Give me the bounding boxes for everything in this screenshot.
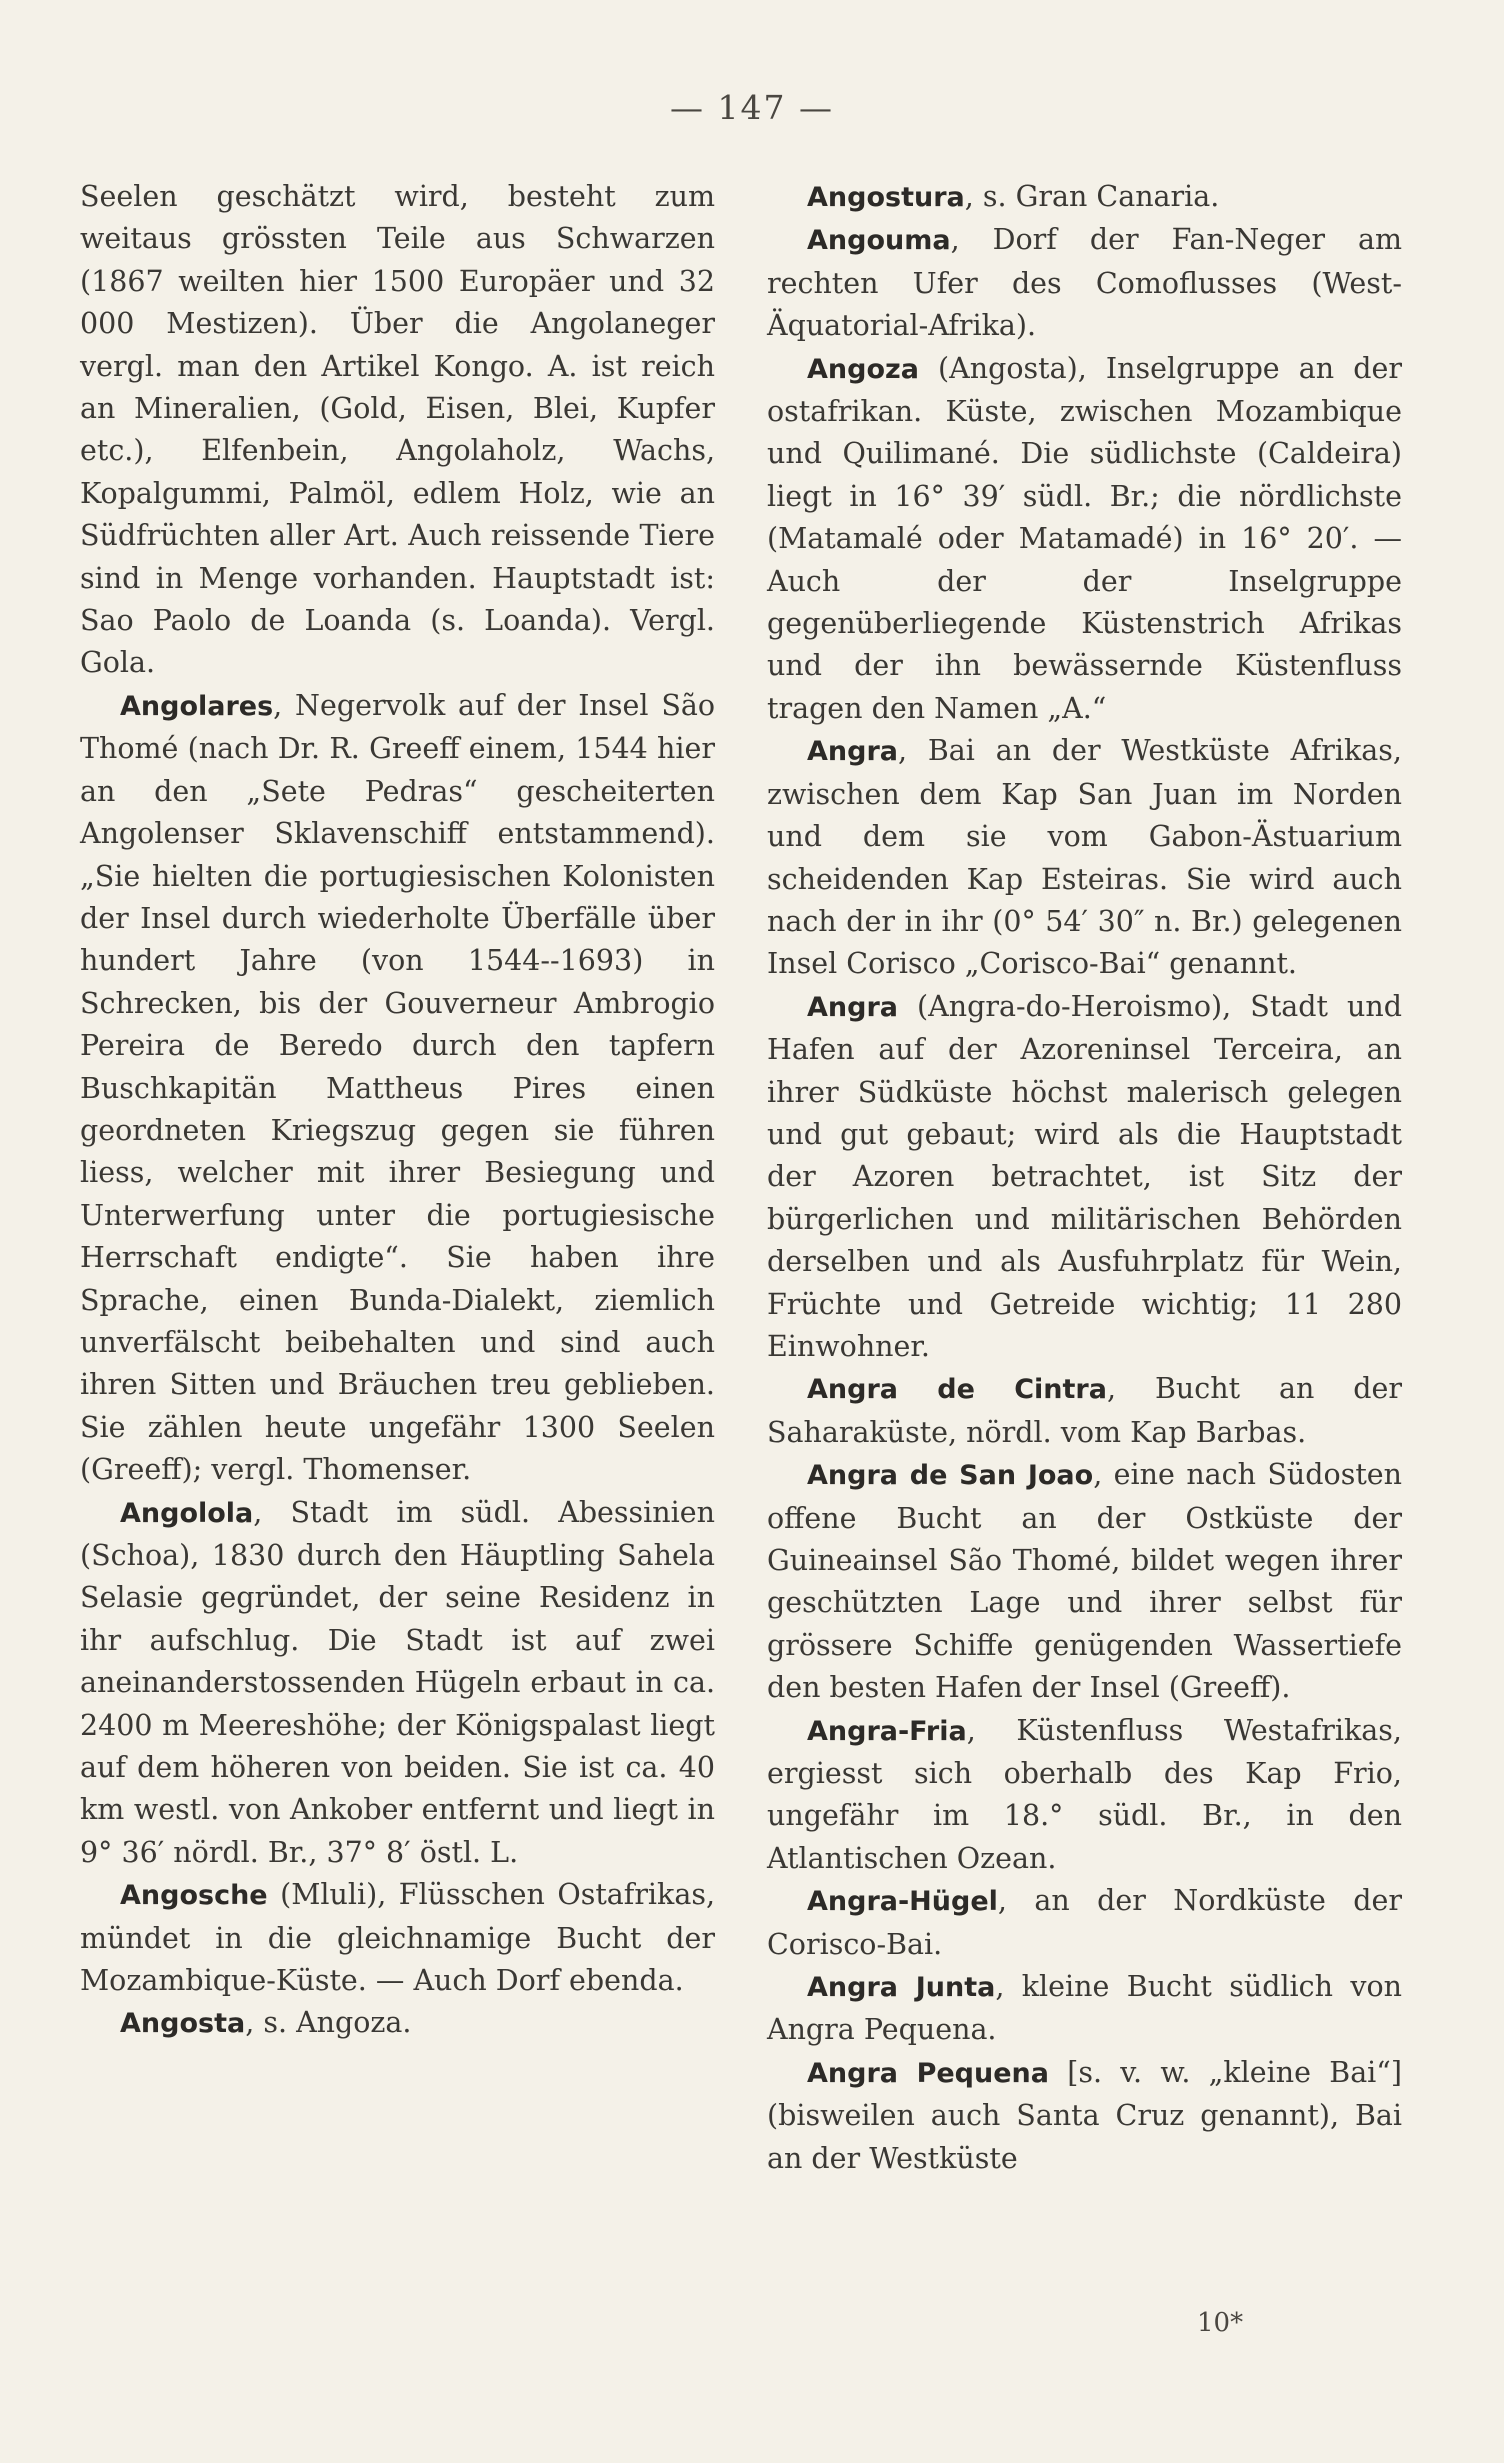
entry-lemma: Angra-Hügel — [807, 1886, 998, 1918]
entry-lemma: Angra Pequena — [807, 2057, 1049, 2089]
entry-paragraph — [767, 1368, 1402, 1454]
entry-lemma: Angosche — [120, 1880, 268, 1912]
entry-paragraph — [767, 1710, 1402, 1881]
entry-lemma: Angra — [807, 991, 898, 1023]
right-column — [767, 176, 1402, 2180]
entry-paragraph — [767, 1454, 1402, 1709]
entry-text: [s. v. w. „kleine Bai“] (bisweilen auch Santa Cruz genannt), Bai an der Westküste — [767, 2055, 1402, 2175]
entry-text: (Mluli), Flüsschen Ostafrikas, mündet in die gleichnamige Bucht der Mozambique-Küste. — Auch Dorf ebenda. — [80, 1878, 715, 1998]
entry-paragraph — [80, 2002, 715, 2045]
entry-text: Seelen geschätzt wird, besteht zum weitaus grössten Teile aus Schwarzen (1867 weilten hier 1500 Europäer und 32 000 Mestizen). Über die Angolaneger vergl. man den Artikel Kongo. A. ist reich an Mineralien, (Gold, Eisen, Blei, Kupfer etc.), Elfenbein, Angolaholz, Wachs, Kopalgummi, Palmöl, edlem Holz, wie an Südfrüchten aller Art. Auch reissende Tiere sind in Menge vorhanden. Hauptstadt ist: Sao Paolo de Loanda (s. Loanda). Vergl. Gola. — [80, 180, 715, 680]
entry-lemma: Angra de San Joao — [807, 1460, 1094, 1492]
entry-text: , kleine Bucht südlich von Angra Pequena. — [767, 1970, 1402, 2047]
left-column — [80, 176, 715, 2046]
entry-lemma: Angra de Cintra — [807, 1374, 1107, 1406]
entry-text: (Angra-do-Heroismo), Stadt und Hafen auf der Azoreninsel Terceira, an ihrer Südküste höchst malerisch gelegen und gut gebaut; wird als die Hauptstadt der Azoren betrachtet, ist Sitz der bürgerlichen und militärischen Behörden derselben und als Ausfuhrplatz für Wein, Früchte und Getreide wichtig; 11 280 Einwohner. — [767, 989, 1402, 1363]
entry-paragraph — [767, 986, 1402, 1369]
entry-lemma: Angra — [807, 736, 898, 768]
entry-lemma: Angoza — [807, 353, 919, 385]
entry-lemma: Angra Junta — [807, 1972, 996, 2004]
entry-paragraph — [80, 176, 715, 685]
entry-text: , Küstenfluss Westafrikas, ergiesst sich oberhalb des Kap Frio, ungefähr im 18.° südl. Br., in den Atlantischen Ozean. — [767, 1713, 1402, 1875]
entry-paragraph — [767, 348, 1402, 731]
entry-text: , Bai an der Westküste Afrikas, zwischen dem Kap San Juan im Norden und dem sie vom Gabon-Ästuarium scheidenden Kap Esteiras. Sie wird auch nach der in ihr (0° 54′ 30″ n. Br.) gelegenen Insel Corisco „Corisco-Bai“ genannt. — [767, 734, 1402, 981]
entry-lemma: Angostura — [807, 182, 965, 213]
entry-paragraph — [767, 1880, 1402, 1966]
entry-paragraph — [80, 1874, 715, 2002]
sheet-signature: 10* — [1197, 2308, 1244, 2338]
entry-lemma: Angouma — [807, 225, 951, 257]
entry-text: , Stadt im südl. Abessinien (Schoa), 1830 durch den Häuptling Sahela Selasie gegründet, der seine Residenz in ihr aufschlug. Die Stadt ist auf zwei aneinanderstossenden Hügeln erbaut in ca. 2400 m Meereshöhe; der Königspalast liegt auf dem höheren von beiden. Sie ist ca. 40 km westl. von Ankober entfernt und liegt in 9° 36′ nördl. Br., 37° 8′ östl. L. — [80, 1495, 715, 1869]
entry-lemma: Angra-Fria — [807, 1715, 967, 1747]
entry-paragraph — [80, 1492, 715, 1875]
page-number: — 147 — — [670, 88, 834, 127]
entry-paragraph — [767, 176, 1402, 219]
entry-text: , Dorf der Fan-Neger am rechten Ufer des Comoflusses (West-Äquatorial-Afrika). — [767, 223, 1402, 343]
entry-paragraph — [767, 730, 1402, 985]
entry-text: , eine nach Südosten offene Bucht an der Ostküste der Guineainsel São Thomé, bildet wegen ihrer geschützten Lage und ihrer selbst für grössere Schiffe genügenden Wassertiefe den besten Hafen der Insel (Greeff). — [767, 1458, 1402, 1705]
entry-text: , an der Nordküste der Corisco-Bai. — [767, 1884, 1402, 1961]
entry-lemma: Angolares — [120, 690, 274, 722]
entry-paragraph — [767, 1966, 1402, 2052]
entry-text: , s. Gran Canaria. — [964, 180, 1220, 213]
entry-paragraph — [767, 2052, 1402, 2180]
entry-text: , s. Angoza. — [245, 2006, 412, 2040]
entry-paragraph — [767, 219, 1402, 347]
entry-paragraph — [80, 685, 715, 1492]
entry-text: , Negervolk auf der Insel São Thomé (nach Dr. R. Greeff einem, 1544 hier an den „Sete Pedras“ gescheiterten Angolenser Sklavenschiff entstammend). „Sie hielten die portugiesischen Kolonisten der Insel durch wiederholte Überfälle über hundert Jahre (von 1544--1693) in Schrecken, bis der Gouverneur Ambrogio Pereira de Beredo durch den tapfern Buschkapitän Mattheus Pires einen geordneten Kriegszug gegen sie führen liess, welcher mit ihrer Besiegung und Unterwerfung unter die portugiesische Herrschaft endigte“. Sie haben ihre Sprache, einen Bunda-Dialekt, ziemlich unverfälscht beibehalten und sind auch ihren Sitten und Bräuchen treu geblieben. Sie zählen heute ungefähr 1300 Seelen (Greeff); vergl. Thomenser. — [80, 688, 715, 1487]
entry-lemma: Angolola — [120, 1497, 254, 1529]
entry-text: , Bucht an der Saharaküste, nördl. vom Kap Barbas. — [767, 1372, 1402, 1449]
entry-text: (Angosta), Inselgruppe an der ostafrikan. Küste, zwischen Mozambique und Quilimané. Die südlichste (Caldeira) liegt in 16° 39′ südl. Br.; die nördlichste (Matamalé oder Matamadé) in 16° 20′. — Auch der der Inselgruppe gegenüberliegende Küstenstrich Afrikas und der ihn bewässernde Küstenfluss tragen den Namen „A.“ — [767, 351, 1402, 725]
entry-lemma: Angosta — [120, 2008, 246, 2040]
